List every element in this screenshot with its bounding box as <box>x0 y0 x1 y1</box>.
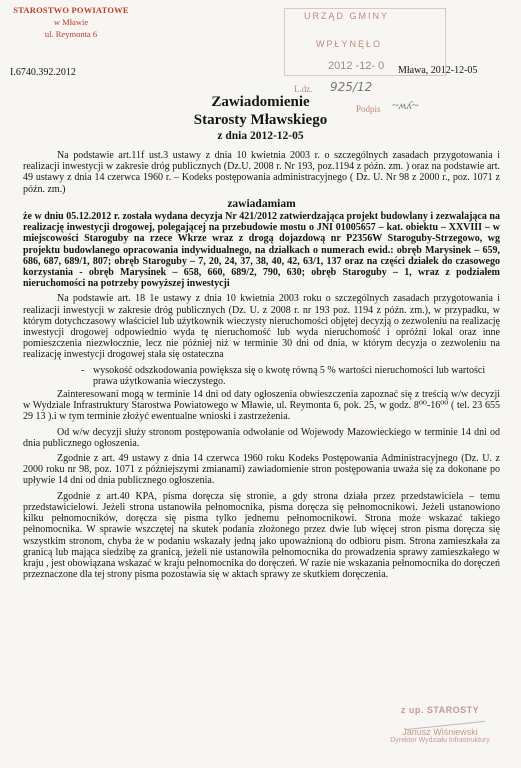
office-street: ul. Reymonta 6 <box>44 29 98 39</box>
list-item <box>81 364 500 387</box>
paragraph-decision: że w dniu 05.12.2012 r. została wydana decyzja Nr 421/2012 zatwierdzająca projekt budowlany i zezwalająca na realizację inwestycji drogowej, polegającej na przebudowie mostu o JNI 01005657 – kat. obiektu – XXVIII – w miejscowości Staroguby na rzece Wkrze wraz z drogą dojazdową nr P2356W Staroguby-Strzegowo, wg projektu budowlanego opracowania indywidualnego, na działkach o numerach ewid.: obręb Marysinek – 659, 686, 687, 689/1, 807; obręb Staroguby – 7, 20, 24, 37, 38, 40, 42, 63/1, 137 oraz na części działek do czasowego korzystania - obręb Marysinek – 658, 660, 689/2, 790, 630; obręb Staroguby – 1, wraz z podziałem nieruchomości na potrzeby powyższej inwestycji <box>23 211 500 290</box>
compensation-list <box>23 365 500 387</box>
received-stamp-line1: URZĄD GMINY <box>304 11 389 21</box>
document-title: Zawiadomienie <box>211 94 310 110</box>
paragraph-art49: Zgodnie z art. 49 ustawy z dnia 14 czerwca 1960 roku Kodeks Postępowania Administracyjnego (Dz. U. z 2000 roku nr 98, poz. 1071 z późniejszymi zmianami) zawiadomienie stron postępowania uważa się za dokonane po upływie 14 dni od dnia publicznego ogłoszenia. <box>23 453 500 487</box>
signature-stamp-line1: z up. STAROSTY <box>400 705 480 715</box>
received-stamp-ldz-label: L.dz. <box>294 84 313 94</box>
signature-stamp-line3: Dyrektor Wydziału Infrastruktury <box>390 737 490 744</box>
office-city: w Mławie <box>53 17 89 27</box>
paragraph-appeal: Od w/w decyzji służy stronom postępowania odwołanie od Wojewody Mazowieckiego w terminie 14 dni od dnia publicznego ogłoszenia. <box>23 426 500 449</box>
signature-stamp <box>365 705 515 765</box>
document-date: z dnia 2012-12-05 <box>217 130 304 142</box>
office-stamp <box>6 4 136 40</box>
paragraph-legal-basis: Na podstawie art.11f ust.3 ustawy z dnia 10 kwietnia 2003 r. o szczególnych zasadach przygotowania i realizacji inwestycji w zakresie dróg publicznych (Dz.U. 2008 r. Nr 193, poz.1194 z późn. zm. ) oraz na podstawie art. 49 ustawy z dnia 14 czerwca 1960 r. – Kodeks postępowania administracyjnego ( Dz. U. Nr 98 z 2000 r., poz. 1071 z późn. zm.) <box>23 150 500 195</box>
place-date: Mława, 2012-12-05 <box>398 65 478 76</box>
bullet-dash: - <box>81 364 85 376</box>
paragraph-compensation: Na podstawie art. 18 1e ustawy z dnia 10 kwietnia 2003 roku o szczególnych zasadach przygotowania i realizacji inwestycji w zakresie dróg publicznych (Dz. U. z 2008 r. nr 193 poz. 1194 z późn. zm.), w przypadku, w którym dotychczasowy właściciel lub użytkownik wieczysty nieruchomości objętej decyzją o zezwoleniu na realizację inwestycji drogowej odpowiednio wyda tę nieruchomość lub wyda nieruchomość i opróżni lokal oraz inne pomieszczenia niezwłocznie, lecz nie później niż w terminie 30 dni od dnia, w którym decyzja o zezwoleniu na realizację inwestycji drogowej stała się ostateczna <box>23 293 500 361</box>
signature-stamp-line2: Janusz Wiśniewski <box>402 727 478 737</box>
office-name: STAROSTWO POWIATOWE <box>13 5 129 15</box>
received-stamp-podpis-label: Podpis <box>356 104 381 114</box>
received-stamp <box>284 8 444 114</box>
document-subtitle: Starosty Mławskiego <box>193 112 328 128</box>
received-stamp-ldz-value: 925/12 <box>330 80 373 94</box>
paragraph-art40: Zgodnie z art.40 KPA, pisma doręcza się stronie, a gdy strona działa przez przedstawiciela – temu przedstawicielowi. Jeżeli strona ustanowiła pełnomocnika, pisma doręcza się pełnomocnikowi. Jeżeli ustanowiono kilku pełnomocników, doręcza się pisma tylko jednemu pełnomocnikowi. Strona może wskazać takiego pełnomocnika. W sprawie wszczętej na skutek podania złożonego przez dwie lub więcej stron pisma doręcza się wszystkim stronom, chyba że w podaniu wskazały jedną jako upoważnioną do odbioru pism. Strona zamieszkała za granicą lub mająca siedzibę za granicą, jeżeli nie ustanowiła pełnomocnika do prowadzenia sprawy zamieszkałego w kraju , jest obowiązana wskazać w kraju pełnomocnika do doręczeń. W razie nie wskazania pełnomocnika do doręczeń przeznaczone dla tej strony pisma pozostawia się w aktach sprawy ze skutkiem doręczenia. <box>23 490 500 581</box>
reference-number: I.6740.392.2012 <box>10 67 76 78</box>
section-heading: zawiadamiam <box>227 197 296 210</box>
received-stamp-signature: ~ʍʎ~ <box>392 98 419 112</box>
received-stamp-line3: WPŁYNĘŁO <box>316 39 383 49</box>
list-item-text: wysokość odszkodowania powiększa się o kwotę równą 5 % wartości nieruchomości lub wartości prawa użytkowania wieczystego. <box>93 364 486 387</box>
document-body <box>23 150 500 584</box>
received-stamp-date: 2012 -12- 0 <box>328 60 385 72</box>
paragraph-inspection: Zainteresowani mogą w terminie 14 dni od daty ogłoszenia obwieszczenia zapoznać się z treścią w/w decyzji w Wydziale Infrastruktury Starostwa Powiatowego w Mławie, ul. Reymonta 6, pok. 25, w godz. 8⁰⁰-16⁰⁰ ( tel. 23 655 29 13 ).i w tym terminie złożyć ewentualne wnioski i zastrzeżenia. <box>23 389 500 423</box>
